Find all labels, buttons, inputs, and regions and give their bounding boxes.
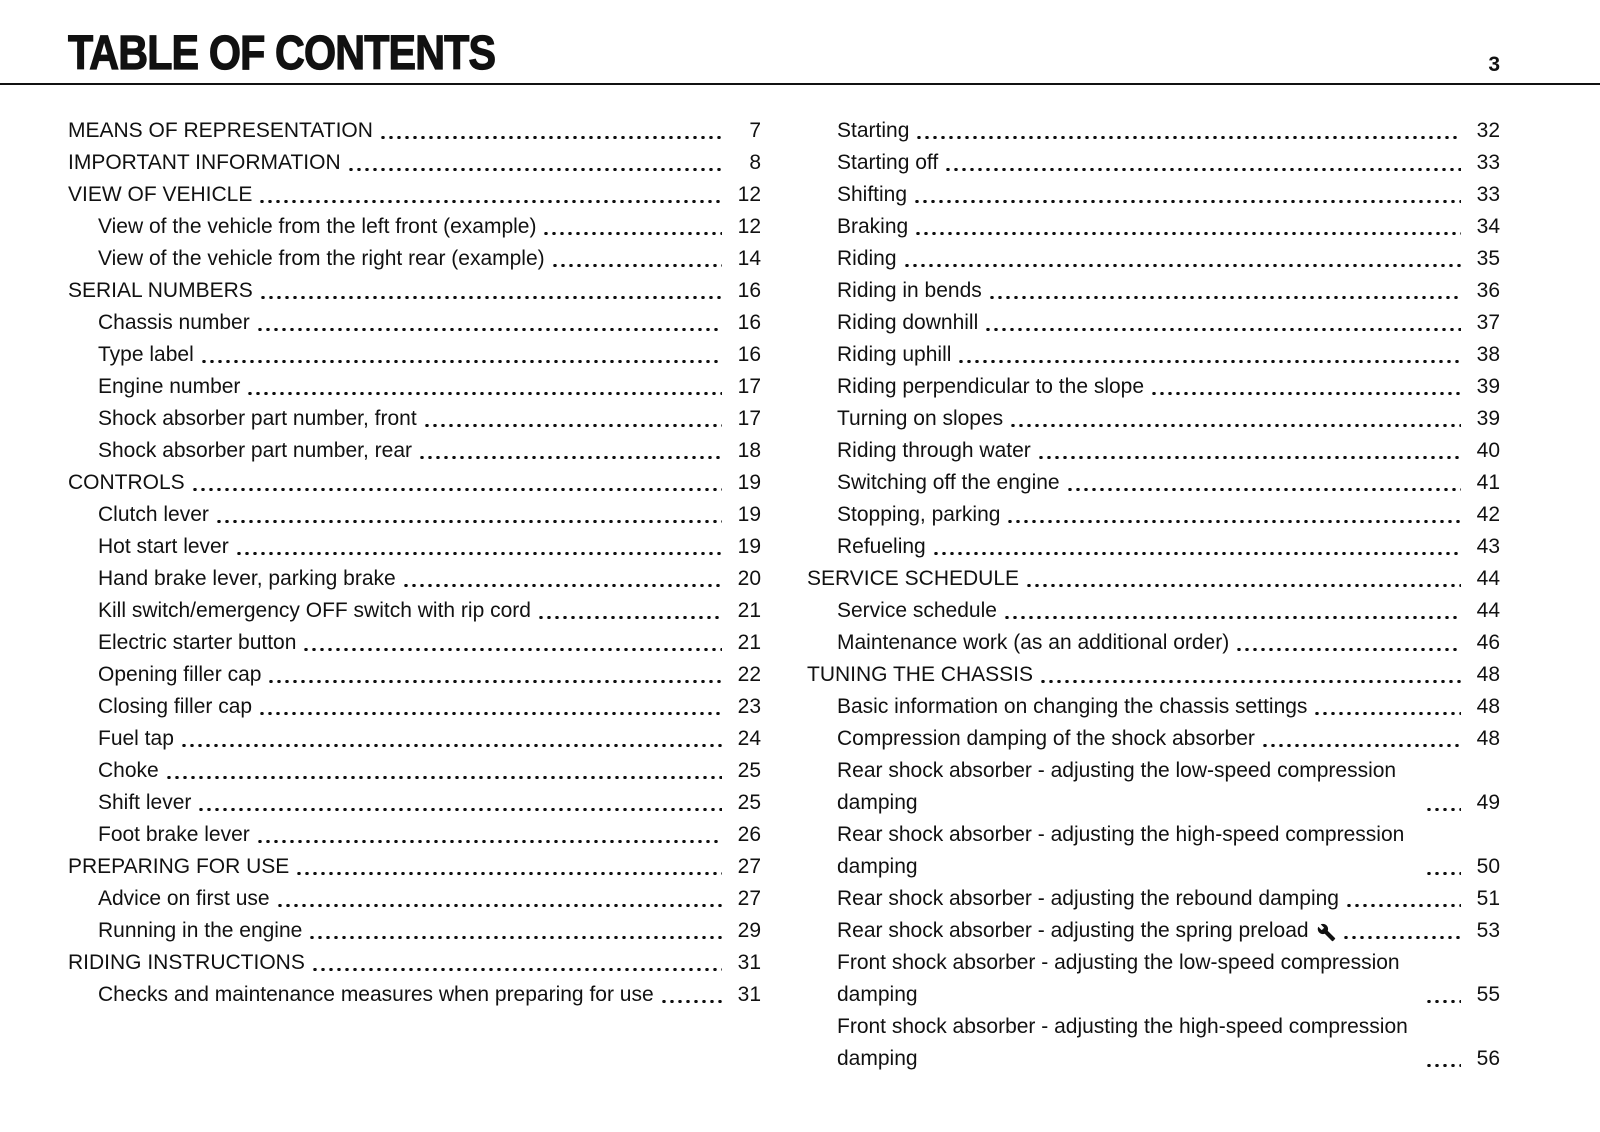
dot-leader (915, 136, 1461, 139)
toc-entry-page: 17 (737, 375, 761, 398)
toc-entry-label: Kill switch/emergency OFF switch with rip cord (98, 599, 531, 622)
toc-entry-label: Riding uphill (837, 343, 952, 366)
toc-entry[interactable] (807, 947, 1500, 1011)
dot-leader (308, 936, 722, 939)
toc-entry-page: 19 (737, 503, 761, 526)
toc-entry-label: Chassis number (98, 311, 250, 334)
toc-entry[interactable] (68, 691, 761, 723)
toc-entry-page: 14 (737, 247, 761, 270)
dot-leader (914, 232, 1461, 235)
toc-entry-label: Riding perpendicular to the slope (837, 375, 1145, 398)
dot-leader (1009, 424, 1461, 427)
dot-leader (1425, 1064, 1461, 1067)
toc-entry-page: 35 (1476, 247, 1500, 270)
toc-entry-page: 51 (1476, 887, 1500, 910)
toc-entry[interactable] (68, 243, 761, 275)
toc-entry-page: 23 (737, 695, 761, 718)
toc-entry-page: 56 (1476, 1047, 1500, 1070)
toc-entry-label: MEANS OF REPRESENTATION (68, 119, 373, 142)
dot-leader (295, 872, 722, 875)
toc-entry-page: 19 (737, 535, 761, 558)
toc-entry-page: 37 (1476, 311, 1500, 334)
toc-entry[interactable] (68, 403, 761, 435)
toc-entry-page: 18 (737, 439, 761, 462)
dot-leader (267, 680, 722, 683)
toc-entry[interactable] (807, 115, 1500, 147)
dot-leader (1003, 616, 1461, 619)
toc-entry-label: View of the vehicle from the left front (example) (98, 215, 537, 238)
toc-entry-page: 27 (737, 855, 761, 878)
toc-entry-label: TUNING THE CHASSIS (807, 663, 1033, 686)
toc-entry[interactable] (68, 531, 761, 563)
dot-leader (347, 168, 722, 171)
toc-entry-page: 44 (1476, 599, 1500, 622)
toc-entry-page: 8 (749, 151, 761, 174)
toc-entry[interactable] (807, 403, 1500, 435)
toc-entry-label: Refueling (837, 535, 926, 558)
toc-entry-label: IMPORTANT INFORMATION (68, 151, 341, 174)
toc-entry-label: CONTROLS (68, 471, 185, 494)
toc-entry-page: 36 (1476, 279, 1500, 302)
dot-leader (258, 712, 722, 715)
dot-leader (1235, 648, 1461, 651)
toc-entry[interactable] (68, 787, 761, 819)
toc-entry[interactable] (807, 755, 1500, 819)
toc-entry-page: 25 (737, 759, 761, 782)
toc-entry[interactable] (807, 371, 1500, 403)
dot-leader (957, 360, 1461, 363)
toc-entry[interactable] (68, 499, 761, 531)
toc-entry-page: 7 (749, 119, 761, 142)
toc-entry-page: 53 (1476, 919, 1500, 942)
toc-entry-page: 55 (1476, 983, 1500, 1006)
dot-leader (1342, 936, 1461, 939)
toc-entry-page: 24 (737, 727, 761, 750)
toc-entry[interactable] (68, 819, 761, 851)
dot-leader (551, 264, 722, 267)
dot-leader (913, 200, 1461, 203)
toc-entry[interactable] (68, 979, 761, 1011)
toc-entry[interactable] (807, 595, 1500, 627)
toc-entry[interactable] (807, 723, 1500, 755)
toc-entry-page: 34 (1476, 215, 1500, 238)
toc-entry-label: Basic information on changing the chassis settings (837, 695, 1308, 718)
page-title: TABLE OF CONTENTS (68, 27, 496, 80)
toc-entry[interactable] (807, 467, 1500, 499)
toc-entry-label: Service schedule (837, 599, 997, 622)
toc-entry-page: 25 (737, 791, 761, 814)
toc-entry[interactable] (68, 147, 761, 179)
toc-entry-label: Front shock absorber - adjusting the high-speed compression damping (837, 1015, 1408, 1070)
toc-column-right (807, 115, 1500, 1075)
toc-entry-page: 32 (1476, 119, 1500, 142)
toc-entry-page: 39 (1476, 407, 1500, 430)
toc-entry[interactable] (68, 211, 761, 243)
toc-entry-label: Braking (837, 215, 909, 238)
toc-entry-label: SERVICE SCHEDULE (807, 567, 1020, 590)
toc-entry[interactable] (807, 243, 1500, 275)
toc-entry[interactable] (68, 851, 761, 883)
toc-entry-label: Shock absorber part number, front (98, 407, 417, 430)
toc-entry[interactable] (807, 179, 1500, 211)
toc-entry[interactable] (807, 659, 1500, 691)
toc-entry[interactable] (807, 563, 1500, 595)
toc-entry-page: 31 (737, 983, 761, 1006)
toc-entry[interactable] (68, 307, 761, 339)
toc-entry[interactable] (807, 627, 1500, 659)
toc-entry-label: Opening filler cap (98, 663, 262, 686)
toc-entry-page: 19 (737, 471, 761, 494)
toc-entry[interactable] (68, 595, 761, 627)
dot-leader (180, 744, 722, 747)
toc-entry-page: 27 (737, 887, 761, 910)
toc-entry-page: 48 (1476, 695, 1500, 718)
dot-leader (1039, 680, 1461, 683)
table-of-contents (0, 85, 1600, 1075)
toc-entry-label: Clutch lever (98, 503, 209, 526)
toc-entry-label: SERIAL NUMBERS (68, 279, 253, 302)
dot-leader (165, 776, 722, 779)
dot-leader (258, 200, 722, 203)
toc-entry-label: Running in the engine (98, 919, 303, 942)
dot-leader (311, 968, 722, 971)
toc-entry-page: 26 (737, 823, 761, 846)
toc-entry-label: Stopping, parking (837, 503, 1001, 526)
toc-entry-page: 22 (737, 663, 761, 686)
toc-entry[interactable] (68, 915, 761, 947)
toc-entry-label: Hot start lever (98, 535, 229, 558)
dot-leader (1313, 712, 1461, 715)
toc-entry[interactable] (68, 755, 761, 787)
toc-entry-page: 17 (737, 407, 761, 430)
dot-leader (1425, 872, 1461, 875)
dot-leader (246, 392, 722, 395)
toc-entry[interactable] (68, 371, 761, 403)
dot-leader (256, 840, 722, 843)
dot-leader (259, 296, 722, 299)
toc-entry-label: Checks and maintenance measures when preparing for use (98, 983, 654, 1006)
dot-leader (932, 552, 1461, 555)
toc-entry-label: RIDING INSTRUCTIONS (68, 951, 305, 974)
toc-entry-page: 38 (1476, 343, 1500, 366)
dot-leader (1037, 456, 1461, 459)
dot-leader (660, 1000, 722, 1003)
toc-entry-label: Rear shock absorber - adjusting the rebound damping (837, 887, 1339, 910)
toc-entry-label: Riding downhill (837, 311, 979, 334)
toc-entry-page: 20 (737, 567, 761, 590)
toc-entry-page: 29 (737, 919, 761, 942)
dot-leader (537, 616, 722, 619)
dot-leader (1425, 808, 1461, 811)
toc-entry[interactable] (68, 947, 761, 979)
toc-entry-page: 42 (1476, 503, 1500, 526)
toc-entry-page: 16 (737, 311, 761, 334)
dot-leader (418, 456, 722, 459)
dot-leader (903, 264, 1461, 267)
dot-leader (1066, 488, 1461, 491)
toc-entry[interactable] (807, 915, 1500, 947)
toc-entry[interactable] (807, 435, 1500, 467)
toc-entry[interactable] (807, 499, 1500, 531)
toc-entry-label: Fuel tap (98, 727, 174, 750)
toc-entry-label: Advice on first use (98, 887, 270, 910)
toc-entry[interactable] (807, 819, 1500, 883)
toc-entry[interactable] (68, 563, 761, 595)
toc-entry-label: Turning on slopes (837, 407, 1004, 430)
toc-entry-page: 33 (1476, 183, 1500, 206)
toc-entry-page: 41 (1476, 471, 1500, 494)
toc-entry-label: Electric starter button (98, 631, 297, 654)
toc-entry[interactable] (68, 659, 761, 691)
toc-entry-page: 33 (1476, 151, 1500, 174)
toc-entry[interactable] (68, 435, 761, 467)
toc-entry-label: Rear shock absorber - adjusting the low-speed compression damping (837, 759, 1397, 814)
toc-entry-page: 16 (737, 279, 761, 302)
toc-entry-page: 48 (1476, 663, 1500, 686)
toc-entry-page: 40 (1476, 439, 1500, 462)
toc-entry-page: 16 (737, 343, 761, 366)
toc-entry-page: 12 (737, 183, 761, 206)
toc-entry-label: Rear shock absorber - adjusting the high-speed compression damping (837, 823, 1405, 878)
toc-entry-page: 39 (1476, 375, 1500, 398)
toc-entry-label: Maintenance work (as an additional order) (837, 631, 1230, 654)
dot-leader (542, 232, 722, 235)
toc-entry-label: VIEW OF VEHICLE (68, 183, 253, 206)
page-number: 3 (1488, 53, 1500, 76)
toc-entry-label: Shift lever (98, 791, 192, 814)
wrench-icon (1317, 923, 1336, 942)
toc-entry-label: Hand brake lever, parking brake (98, 567, 396, 590)
toc-entry[interactable] (68, 115, 761, 147)
toc-entry-label: Riding in bends (837, 279, 982, 302)
dot-leader (215, 520, 722, 523)
toc-entry-page: 44 (1476, 567, 1500, 590)
dot-leader (276, 904, 722, 907)
toc-entry-page: 49 (1476, 791, 1500, 814)
dot-leader (379, 136, 722, 139)
dot-leader (235, 552, 722, 555)
dot-leader (1025, 584, 1461, 587)
toc-entry-page: 21 (737, 599, 761, 622)
toc-entry[interactable] (68, 723, 761, 755)
dot-leader (197, 808, 722, 811)
page-header (0, 0, 1600, 85)
dot-leader (1425, 1000, 1461, 1003)
toc-entry-label: Starting off (837, 151, 939, 174)
dot-leader (191, 488, 722, 491)
toc-entry-page: 48 (1476, 727, 1500, 750)
toc-entry-page: 46 (1476, 631, 1500, 654)
toc-entry-label: Compression damping of the shock absorber (837, 727, 1255, 750)
toc-entry-label: Engine number (98, 375, 241, 398)
toc-entry[interactable] (68, 627, 761, 659)
dot-leader (1261, 744, 1461, 747)
toc-entry[interactable] (807, 147, 1500, 179)
dot-leader (1006, 520, 1461, 523)
dot-leader (302, 648, 722, 651)
toc-entry-label: Switching off the engine (837, 471, 1060, 494)
dot-leader (988, 296, 1461, 299)
toc-entry-label: Riding through water (837, 439, 1031, 462)
toc-entry[interactable] (68, 467, 761, 499)
toc-entry-label: Starting (837, 119, 910, 142)
toc-entry-page: 50 (1476, 855, 1500, 878)
toc-entry[interactable] (807, 307, 1500, 339)
dot-leader (1345, 904, 1461, 907)
dot-leader (256, 328, 722, 331)
dot-leader (423, 424, 722, 427)
toc-entry-label: Type label (98, 343, 194, 366)
toc-entry[interactable] (807, 1011, 1500, 1075)
dot-leader (402, 584, 722, 587)
toc-entry-page: 31 (737, 951, 761, 974)
dot-leader (200, 360, 722, 363)
toc-entry-label: Shifting (837, 183, 908, 206)
toc-entry-label: View of the vehicle from the right rear (example) (98, 247, 545, 270)
toc-entry[interactable] (68, 883, 761, 915)
dot-leader (1150, 392, 1461, 395)
toc-entry[interactable] (807, 339, 1500, 371)
toc-entry-label: Shock absorber part number, rear (98, 439, 412, 462)
toc-column-left (68, 115, 761, 1075)
toc-entry-page: 21 (737, 631, 761, 654)
toc-entry[interactable] (68, 179, 761, 211)
toc-entry-label: Foot brake lever (98, 823, 250, 846)
toc-entry[interactable] (807, 531, 1500, 563)
toc-entry[interactable] (807, 691, 1500, 723)
toc-entry-label: Riding (837, 247, 897, 270)
toc-entry-page: 43 (1476, 535, 1500, 558)
toc-entry[interactable] (807, 883, 1500, 915)
toc-entry-label: Closing filler cap (98, 695, 253, 718)
toc-entry-label: Choke (98, 759, 159, 782)
toc-entry-label: PREPARING FOR USE (68, 855, 290, 878)
dot-leader (944, 168, 1461, 171)
toc-entry-page: 12 (737, 215, 761, 238)
toc-entry[interactable] (68, 275, 761, 307)
toc-entry[interactable] (807, 275, 1500, 307)
toc-entry[interactable] (68, 339, 761, 371)
dot-leader (984, 328, 1461, 331)
toc-entry[interactable] (807, 211, 1500, 243)
toc-entry-label: Front shock absorber - adjusting the low-speed compression damping (837, 951, 1400, 1006)
toc-entry-label: Rear shock absorber - adjusting the spring preload (837, 919, 1309, 942)
